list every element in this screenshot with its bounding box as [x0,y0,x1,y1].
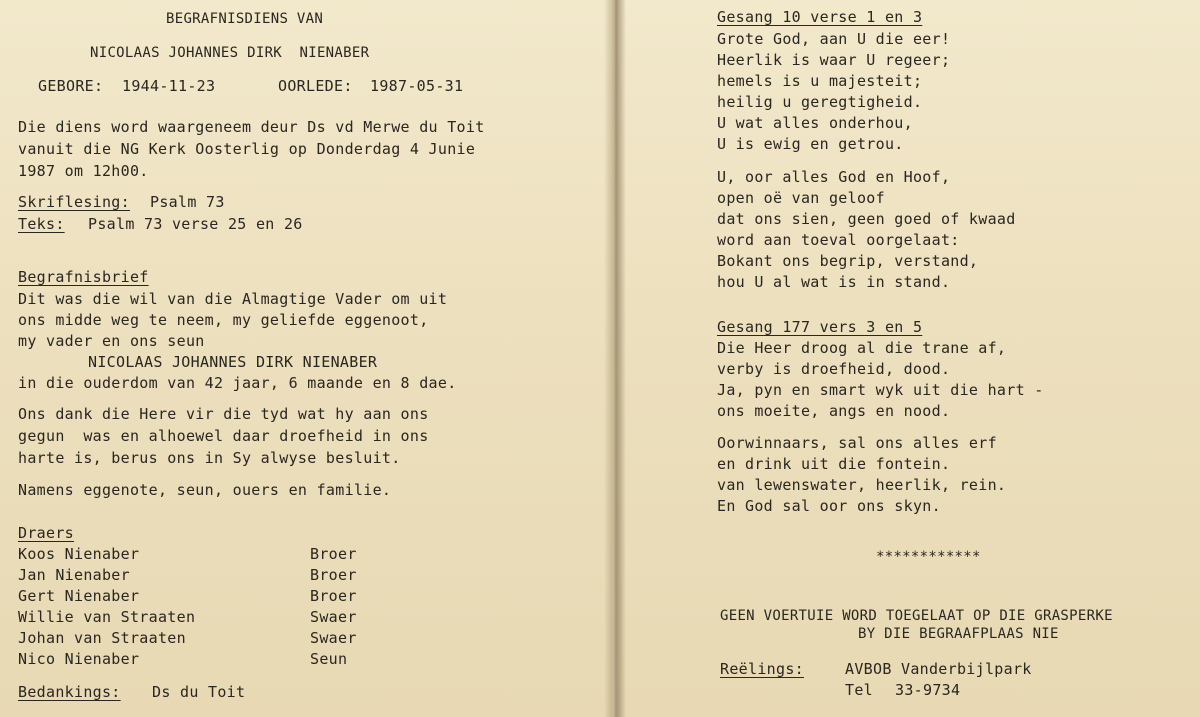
bearer-name: Nico Nienaber [18,650,140,668]
hymn-line: Heerlik is waar U regeer; [717,51,951,69]
signoff: Namens eggenote, seun, ouers en familie. [18,481,392,499]
service-title: BEGRAFNISDIENS VAN [166,11,324,27]
hymn-line: hou U al wat is in stand. [717,273,951,291]
bearer-relation: Swaer [310,608,357,626]
thanks-line: harte is, berus ons in Sy alwyse besluit. [18,449,401,467]
hymn-line: heilig u geregtigheid. [717,93,923,111]
hymn-line: En God sal oor ons skyn. [717,497,941,515]
tel-value: 33-9734 [895,681,961,699]
bearer-name: Koos Nienaber [18,545,140,563]
separator: ************ [876,549,981,565]
bearer-name: Johan van Straaten [18,629,186,647]
hymn-line: hemels is u majesteit; [717,72,923,90]
born-date: 1944-11-23 [122,77,216,95]
died-date: 1987-05-31 [370,77,464,95]
letter-name-line: NICOLAAS JOHANNES DIRK NIENABER [88,353,378,371]
arrangements-value: AVBOB Vanderbijlpark [845,660,1032,678]
letter-line: in die ouderdom van 42 jaar, 6 maande en 8 dae. [18,374,457,392]
service-line: vanuit die NG Kerk Oosterlig op Donderdag 4 Junie [18,140,476,158]
text-value: Psalm 73 verse 25 en 26 [88,215,303,233]
hymn-line: word aan toeval oorgelaat: [717,231,960,249]
bearer-name: Jan Nienaber [18,566,130,584]
text-label: Teks: [18,215,65,233]
arrangements-label: Reëlings: [720,660,804,678]
notice-line: BY DIE BEGRAAFPLAAS NIE [858,626,1059,642]
hymn-line: verby is droefheid, dood. [717,360,951,378]
acknowledgements-value: Ds du Toit [152,683,246,701]
hymn-line: van lewenswater, heerlik, rein. [717,476,1007,494]
hymn-line: open oë van geloof [717,189,885,207]
hymn-line: en drink uit die fontein. [717,455,951,473]
letter-line: ons midde weg te neem, my geliefde eggenoot, [18,311,429,329]
tel-label: Tel [845,681,873,699]
hymn-line: Grote God, aan U die eer! [717,30,951,48]
hymn1-heading: Gesang 10 verse 1 en 3 [717,8,923,26]
bearer-relation: Seun [310,650,348,668]
born-label: GEBORE: [38,77,104,95]
bearers-heading: Draers [18,524,74,542]
hymn-line: ons moeite, angs en nood. [717,402,951,420]
hymn2-heading: Gesang 177 vers 3 en 5 [717,318,923,336]
page-fold [604,0,626,717]
hymn-line: dat ons sien, geen goed of kwaad [717,210,1016,228]
thanks-line: Ons dank die Here vir die tyd wat hy aan ons [18,405,429,423]
bearer-name: Willie van Straaten [18,608,196,626]
hymn-line: Die Heer droog al die trane af, [717,339,1007,357]
service-line: Die diens word waargeneem deur Ds vd Merwe du Toit [18,118,485,136]
hymn-line: Oorwinnaars, sal ons alles erf [717,434,997,452]
letter-line: Dit was die wil van die Almagtige Vader om uit [18,290,448,308]
service-line: 1987 om 12h00. [18,162,149,180]
died-label: OORLEDE: [278,77,353,95]
hymn-line: U wat alles onderhou, [717,114,913,132]
bearer-relation: Swaer [310,629,357,647]
thanks-line: gegun was en alhoewel daar droefheid in ons [18,427,429,445]
letter-line: my vader en ons seun [18,332,205,350]
hymn-line: U, oor alles God en Hoof, [717,168,951,186]
bearer-relation: Broer [310,545,357,563]
letter-heading: Begrafnisbrief [18,268,149,286]
deceased-name: NICOLAAS JOHANNES DIRK NIENABER [90,45,370,61]
notice-line: GEEN VOERTUIE WORD TOEGELAAT OP DIE GRASPERKE [720,608,1113,624]
hymn-line: U is ewig en getrou. [717,135,904,153]
hymn-line: Ja, pyn en smart wyk uit die hart - [717,381,1044,399]
bearer-relation: Broer [310,566,357,584]
acknowledgements-label: Bedankings: [18,683,121,701]
hymn-line: Bokant ons begrip, verstand, [717,252,979,270]
bearer-relation: Broer [310,587,357,605]
reading-value: Psalm 73 [150,193,225,211]
bearer-name: Gert Nienaber [18,587,140,605]
reading-label: Skriflesing: [18,193,130,211]
